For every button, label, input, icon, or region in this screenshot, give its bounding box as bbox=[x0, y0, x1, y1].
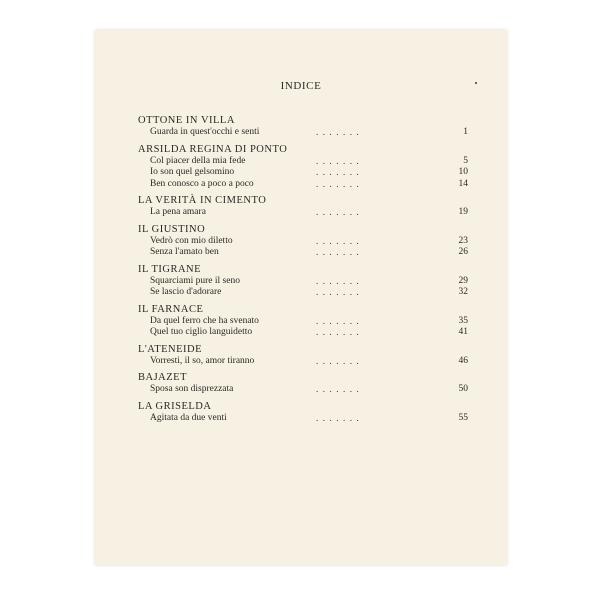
aria-entry bbox=[138, 207, 468, 219]
page-number: 19 bbox=[458, 207, 468, 217]
opera-title: ARSILDA REGINA DI PONTO bbox=[138, 143, 288, 155]
aria-title: Io son quel gelsomino bbox=[150, 167, 235, 177]
aria-entry bbox=[138, 316, 468, 328]
opera-entry bbox=[138, 263, 468, 299]
dot-leader: ....... bbox=[316, 247, 364, 257]
opera-entry bbox=[138, 223, 468, 259]
opera-title: LA GRISELDA bbox=[138, 400, 212, 412]
dot-leader: ....... bbox=[316, 327, 364, 337]
aria-title: Se lascio d'adorare bbox=[150, 287, 222, 297]
aria-title: Vedrò con mio diletto bbox=[150, 235, 233, 246]
dot-leader: ....... bbox=[316, 384, 364, 394]
page-number: 35 bbox=[458, 315, 468, 326]
aria-title: Da quel ferro che ha svenato bbox=[150, 315, 259, 326]
opera-title: IL GIUSTINO bbox=[138, 223, 206, 235]
aria-title: Sposa son disprezzata bbox=[150, 384, 234, 394]
aria-entry bbox=[138, 127, 468, 139]
aria-entry bbox=[138, 156, 468, 168]
dot-leader: ....... bbox=[316, 127, 364, 137]
page-number: 29 bbox=[458, 275, 468, 286]
dot-leader: ....... bbox=[316, 315, 364, 326]
opera-title: L'ATENEIDE bbox=[138, 343, 203, 355]
aria-entry bbox=[138, 179, 468, 191]
table-of-contents bbox=[138, 114, 468, 428]
page-number: 32 bbox=[458, 287, 468, 297]
page-number: 55 bbox=[458, 412, 468, 423]
index-title: INDICE bbox=[280, 80, 322, 92]
dot-leader: ....... bbox=[316, 207, 364, 217]
aria-entry bbox=[138, 384, 468, 396]
opera-entry bbox=[138, 114, 468, 139]
aria-title: Squarciami pure il seno bbox=[150, 275, 240, 286]
aria-title: Vorresti, il so, amor tiranno bbox=[150, 355, 255, 366]
aria-entry bbox=[138, 167, 468, 179]
opera-title: LA VERITÀ IN CIMENTO bbox=[138, 195, 267, 206]
book-page bbox=[95, 30, 507, 565]
aria-entry bbox=[138, 356, 468, 368]
aria-entry bbox=[138, 327, 468, 339]
dot-leader: ....... bbox=[316, 412, 364, 423]
page-mark bbox=[475, 82, 477, 84]
page-number: 14 bbox=[458, 178, 468, 189]
page-number: 5 bbox=[463, 155, 468, 166]
opera-entry bbox=[138, 343, 468, 368]
aria-title: Agitata da due venti bbox=[150, 412, 227, 423]
opera-title: IL FARNACE bbox=[138, 303, 204, 315]
aria-entry bbox=[138, 247, 468, 259]
opera-title: IL TIGRANE bbox=[138, 263, 202, 275]
opera-title: BAJAZET bbox=[138, 372, 187, 383]
aria-title: Senza l'amato ben bbox=[150, 247, 219, 257]
aria-title: Quel tuo ciglio languidetto bbox=[150, 327, 253, 337]
dot-leader: ....... bbox=[316, 275, 364, 286]
aria-title: La pena amara bbox=[150, 207, 206, 217]
opera-entry bbox=[138, 371, 468, 396]
opera-title: OTTONE IN VILLA bbox=[138, 115, 235, 126]
opera-entry bbox=[138, 400, 468, 425]
aria-entry bbox=[138, 413, 468, 425]
aria-entry bbox=[138, 236, 468, 248]
dot-leader: ....... bbox=[316, 287, 364, 297]
aria-title: Ben conosco a poco a poco bbox=[150, 178, 254, 189]
aria-entry bbox=[138, 287, 468, 299]
dot-leader: ....... bbox=[316, 235, 364, 246]
opera-entry bbox=[138, 194, 468, 219]
dot-leader: ....... bbox=[316, 355, 364, 366]
page-number: 10 bbox=[458, 167, 468, 177]
page-number: 1 bbox=[463, 127, 468, 137]
aria-title: Guarda in quest'occhi e senti bbox=[150, 127, 260, 137]
page-number: 23 bbox=[458, 235, 468, 246]
page-number: 26 bbox=[458, 247, 468, 257]
aria-title: Col piacer della mia fede bbox=[150, 155, 246, 166]
aria-entry bbox=[138, 276, 468, 288]
opera-entry bbox=[138, 143, 468, 191]
page-number: 41 bbox=[458, 327, 468, 337]
page-number: 50 bbox=[458, 384, 468, 394]
dot-leader: ....... bbox=[316, 178, 364, 189]
opera-entry bbox=[138, 303, 468, 339]
page-number: 46 bbox=[458, 355, 468, 366]
dot-leader: ....... bbox=[316, 155, 364, 166]
dot-leader: ....... bbox=[316, 167, 364, 177]
